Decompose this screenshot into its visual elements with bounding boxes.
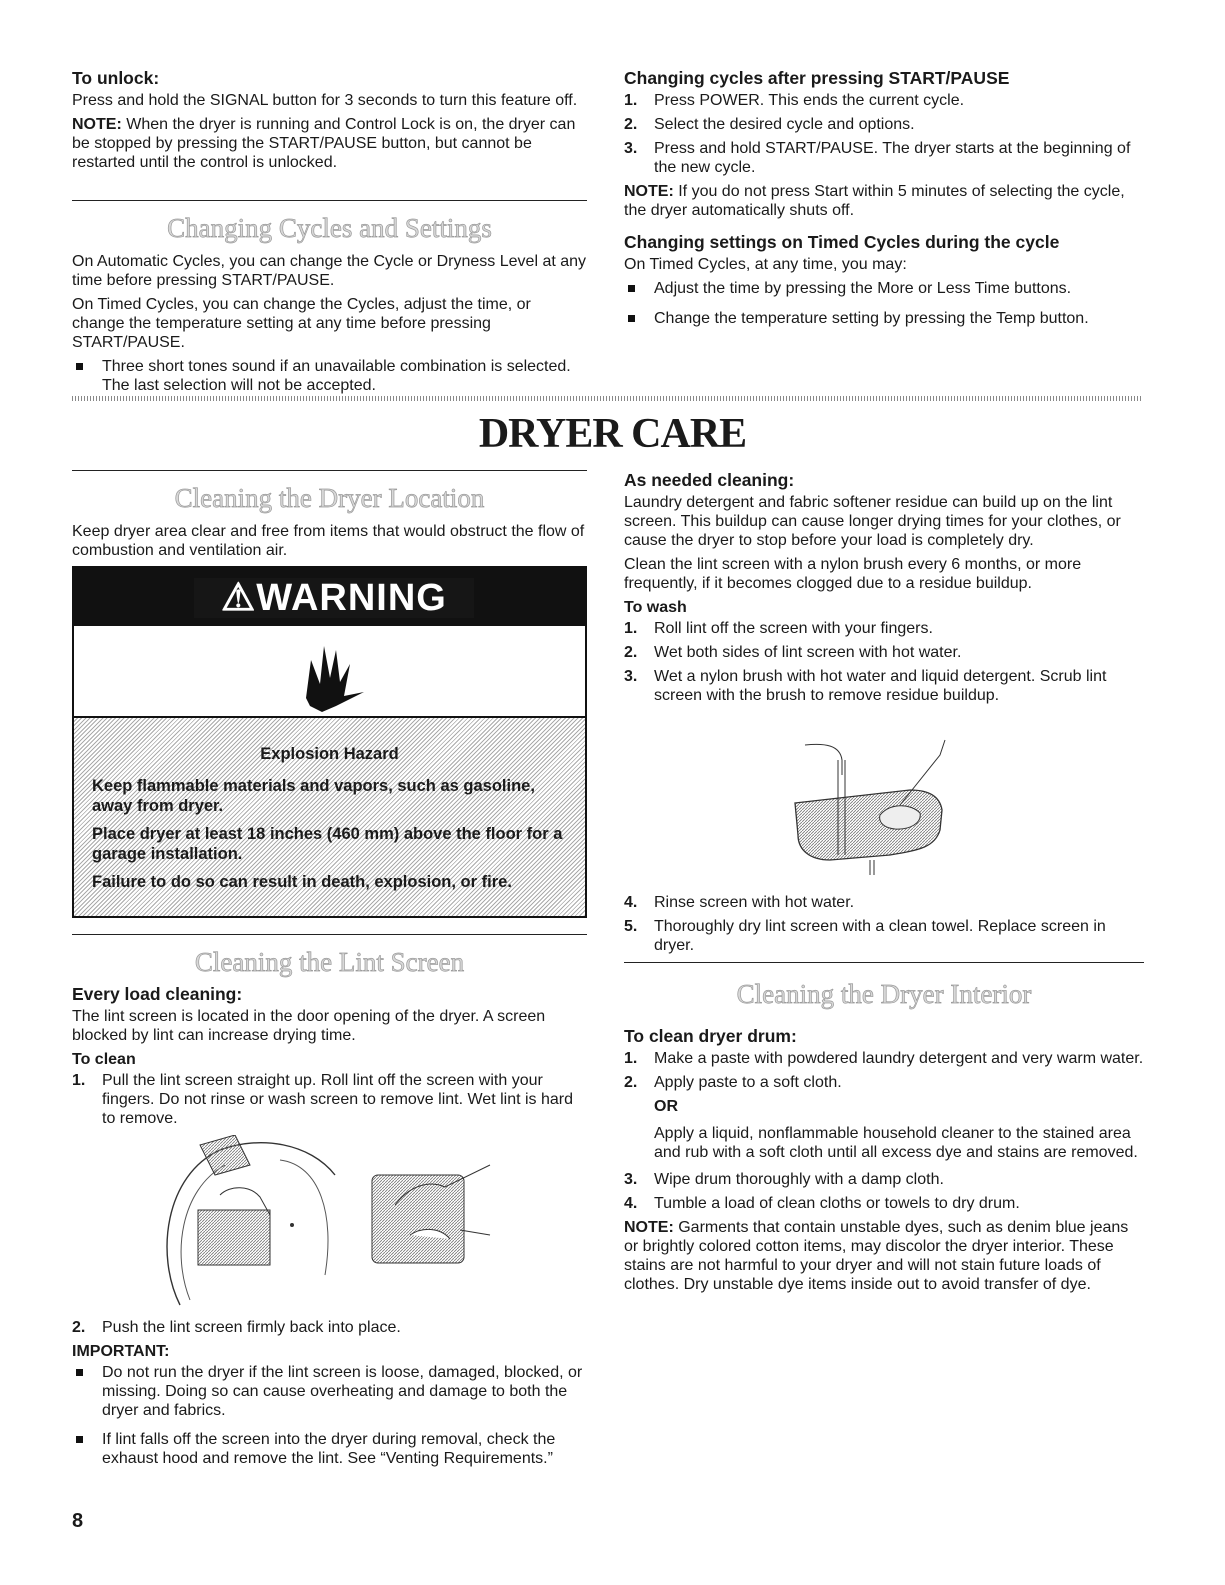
step-text: Roll lint off the screen with your fingers.: [654, 620, 933, 637]
changing-section: [72, 206, 587, 400]
as-needed-heading: As needed cleaning:: [624, 470, 795, 490]
bullet-text: Do not run the dryer if the lint screen is loose, damaged, blocked, or missing. Doing so can cause overheating and damage to both the dryer and fabrics.: [102, 1364, 583, 1419]
note-label: NOTE:: [624, 183, 674, 200]
lint-sub: To clean: [72, 1051, 136, 1068]
warning-header: [74, 568, 585, 626]
warning-line: Place dryer at least 18 inches (460 mm) above the floor for a garage installation.: [92, 825, 563, 863]
bullet-text: If lint falls off the screen into the dryer during removal, check the exhaust hood and remove the lint. See “Venting Requirements.”: [102, 1431, 556, 1467]
step-text: Apply paste to a soft cloth.: [654, 1074, 842, 1091]
unlock-heading: To unlock:: [72, 68, 160, 88]
interior-heading: To clean dryer drum:: [624, 1026, 797, 1046]
list-item: 4. Rinse screen with hot water.: [624, 894, 855, 911]
timed-heading: Changing settings on Timed Cycles during the cycle: [624, 232, 1060, 252]
interior-section: [624, 968, 1144, 1299]
section-title: Cleaning the Dryer Interior: [736, 979, 1032, 1009]
list-item: 1. Roll lint off the screen with your fingers.: [624, 620, 933, 637]
bullet-icon: [76, 1369, 83, 1376]
explosion-icon: [74, 626, 585, 718]
interior-note: [624, 1218, 1144, 1294]
page-number: 8: [72, 1510, 84, 1532]
list-item: [72, 357, 587, 395]
warning-line: Failure to do so can result in death, explosion, or fire.: [92, 873, 512, 891]
or-label: OR: [654, 1098, 678, 1115]
wash-illustration: [790, 735, 970, 880]
unlock-note: [72, 115, 587, 172]
unlock-note-text: When the dryer is running and Control Lock is on, the dryer can be stopped by pressing the START/PAUSE button, but cannot be restarted until the control is unlocked.: [72, 116, 576, 171]
section-title: Cleaning the Lint Screen: [194, 947, 465, 977]
warning-body: [74, 718, 585, 916]
note-label: NOTE:: [72, 116, 122, 133]
divider: [624, 962, 1144, 963]
bullet-icon: [628, 315, 635, 322]
list-item: 4. Tumble a load of clean cloths or towels to dry drum.: [624, 1195, 1020, 1212]
as-needed-p2: Clean the lint screen with a nylon brush every 6 months, or more frequently, if it becomes clogged due to a residue buildup.: [624, 556, 1082, 592]
after-start-heading: Changing cycles after pressing START/PAUSE: [624, 68, 1010, 88]
location-text: Keep dryer area clear and free from items that would obstruct the flow of combustion and ventilation air.: [72, 523, 585, 559]
list-item: 3. Wet a nylon brush with hot water and liquid detergent. Scrub lint screen with the brush to remove residue buildup.: [624, 668, 1107, 704]
section-title: Cleaning the Dryer Location: [174, 483, 485, 513]
list-item: 2. Wet both sides of lint screen with hot water.: [624, 644, 962, 661]
note-label: NOTE:: [624, 1219, 674, 1236]
list-item: 1. Pull the lint screen straight up. Roll lint off the screen with your fingers. Do not rinse or wash screen to remove lint. Wet lint is hard to remove.: [72, 1072, 574, 1127]
divider: [72, 470, 587, 471]
step-text: Wipe drum thoroughly with a damp cloth.: [654, 1171, 944, 1188]
unlock-text: Press and hold the SIGNAL button for 3 seconds to turn this feature off.: [72, 92, 578, 109]
changing-p2: On Timed Cycles, you can change the Cycles, adjust the time, or change the temperature setting at any time before pressing START/PAUSE.: [72, 296, 531, 351]
lint-section-bottom: [72, 1318, 587, 1473]
bullet-icon: [76, 363, 83, 370]
list-item: 5. Thoroughly dry lint screen with a clean towel. Replace screen in dryer.: [624, 918, 1106, 954]
step-text: Thoroughly dry lint screen with a clean towel. Replace screen in dryer.: [654, 918, 1106, 954]
page-title: DRYER CARE: [478, 411, 747, 457]
note-text: If you do not press Start within 5 minutes of selecting the cycle, the dryer automatically shuts off.: [624, 183, 1125, 219]
lint-heading: Every load cleaning:: [72, 984, 243, 1004]
lint-text: The lint screen is located in the door opening of the dryer. A screen blocked by lint can increase drying time.: [72, 1008, 546, 1044]
warning-line: Keep flammable materials and vapors, such as gasoline, away from dryer.: [92, 777, 535, 815]
list-item: 3. Press and hold START/PAUSE. The dryer starts at the beginning of the new cycle.: [624, 140, 1131, 176]
step-text: Wet a nylon brush with hot water and liquid detergent. Scrub lint screen with the brush to remove residue buildup.: [654, 668, 1107, 704]
as-needed-section: [624, 470, 1144, 710]
important-label: IMPORTANT:: [72, 1343, 170, 1360]
list-item: 1. Make a paste with powdered laundry detergent and very warm water.: [624, 1050, 1144, 1067]
bullet-icon: [628, 285, 635, 292]
as-needed-p1: Laundry detergent and fabric softener residue can build up on the lint screen. This buildup can cause longer drying times for your clothes, or cause the dryer to stop before your load is completely dry.: [624, 494, 1121, 549]
step-text: Make a paste with powdered laundry detergent and very warm water.: [654, 1050, 1144, 1067]
after-start-note: [624, 182, 1144, 220]
list-item: [72, 1430, 587, 1468]
to-wash: To wash: [624, 599, 687, 616]
changing-p1: On Automatic Cycles, you can change the Cycle or Dryness Level at any time before pressing START/PAUSE.: [72, 253, 587, 289]
dotted-divider: [72, 396, 1142, 401]
divider: [72, 934, 587, 935]
list-item: 2. Select the desired cycle and options.: [624, 116, 915, 133]
warning-title: ⚠WARNING: [194, 578, 474, 618]
after-start-section: [624, 68, 1144, 333]
step-text: Press POWER. This ends the current cycle.: [654, 92, 965, 109]
alt-text: Apply a liquid, nonflammable household cleaner to the stained area and rub with a soft cloth until all excess dye and stains are removed.: [654, 1125, 1138, 1161]
step-text: Press and hold START/PAUSE. The dryer starts at the beginning of the new cycle.: [654, 140, 1131, 176]
location-section: [72, 476, 587, 565]
bullet-text: Change the temperature setting by pressing the Temp button.: [654, 310, 1089, 327]
list-item: 3. Wipe drum thoroughly with a damp cloth.: [624, 1171, 944, 1188]
wash-steps-2: [624, 893, 1144, 960]
step-text: Rinse screen with hot water.: [654, 894, 855, 911]
step-text: Push the lint screen firmly back into place.: [102, 1319, 401, 1336]
lint-removal-illustration: [160, 1135, 530, 1315]
warning-hazard: Explosion Hazard: [260, 745, 399, 763]
list-item: 2. Push the lint screen firmly back into place.: [72, 1319, 401, 1336]
step-text: Select the desired cycle and options.: [654, 116, 915, 133]
timed-intro: On Timed Cycles, at any time, you may:: [624, 256, 907, 273]
divider: [72, 200, 587, 201]
list-item: [624, 309, 1144, 328]
step-text: Wet both sides of lint screen with hot water.: [654, 644, 962, 661]
list-item: 2. Apply paste to a soft cloth.: [624, 1074, 842, 1091]
bullet-text: Three short tones sound if an unavailable combination is selected. The last selection will not be accepted.: [102, 358, 571, 394]
warning-box: [72, 566, 587, 918]
unlock-section: [72, 68, 587, 177]
list-item: 1. Press POWER. This ends the current cycle.: [624, 92, 965, 109]
section-title: Changing Cycles and Settings: [167, 213, 492, 243]
list-item: [72, 1363, 587, 1420]
bullet-text: Adjust the time by pressing the More or Less Time buttons.: [654, 280, 1072, 297]
step-text: Pull the lint screen straight up. Roll lint off the screen with your fingers. Do not rinse or wash screen to remove lint. Wet lint is hard to remove.: [102, 1072, 574, 1127]
lint-section: [72, 940, 587, 1133]
note-text: Garments that contain unstable dyes, such as denim blue jeans or brightly colored cotton items, may discolor the dryer interior. These stains are not harmful to your dryer and will not stain future loads of clothes. Dry unstable dye items inside out to avoid transfer of dye.: [624, 1219, 1129, 1293]
step-text: Tumble a load of clean cloths or towels to dry drum.: [654, 1195, 1020, 1212]
bullet-icon: [76, 1436, 83, 1443]
list-item: [624, 279, 1144, 298]
